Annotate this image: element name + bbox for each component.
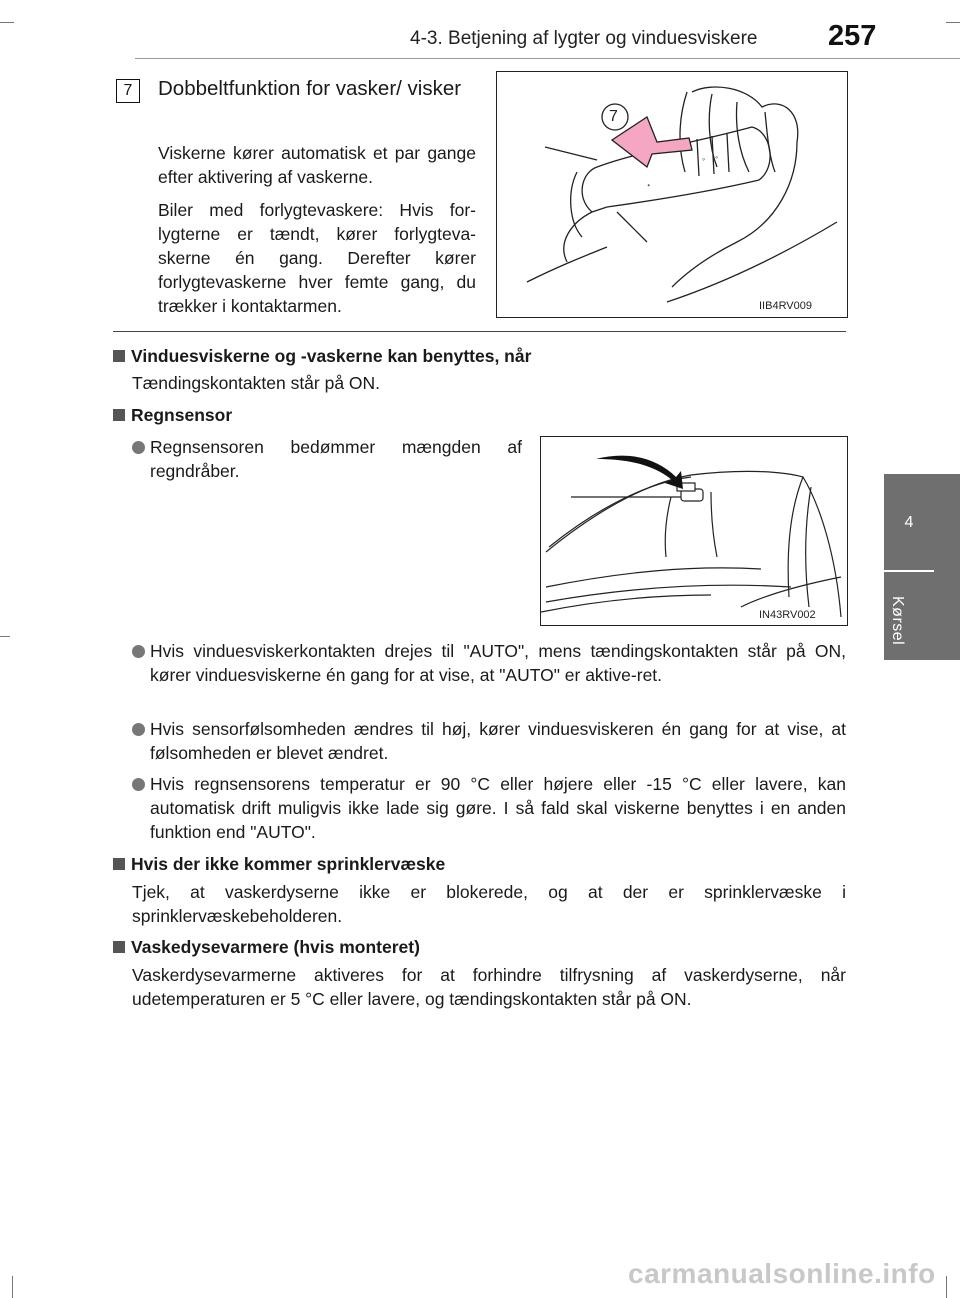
square-bullet-icon — [113, 941, 125, 953]
section-heading: Regnsensor — [113, 403, 232, 427]
square-bullet-icon — [113, 350, 125, 362]
figure-code: IN43RV002 — [759, 609, 816, 621]
rain-sensor-figure — [540, 436, 848, 626]
hand-lever-illustration — [497, 72, 847, 317]
section-heading: Hvis der ikke kommer sprinklervæske — [113, 852, 445, 876]
bullet-text: Hvis regnsensorens temperatur er 90 °C eller højere eller -15 °C eller lavere, kan automatisk drift muligvis ikke lade sig gøre. I så fald skal viskerne benyttes i en anden funktion end "AUTO". — [150, 774, 846, 842]
chapter-name: Kørsel — [889, 596, 906, 646]
section-body: Tjek, at vaskerdyserne ikke er blokerede, og at der er sprinklervæske i sprinklervæskebeholderen. — [132, 882, 846, 926]
svg-text:◦: ◦ — [702, 154, 706, 164]
bullet-dot-icon — [132, 441, 145, 454]
section-body: Vaskerdysevarmerne aktiveres for at forhindre tilfrysning af vaskerdyserne, når udetemperaturen er 5 °C eller lavere, og tændingskontakten står på ON. — [132, 965, 846, 1009]
section-body: Tændingskontakten står på ON. — [132, 373, 381, 393]
section-heading: Vinduesviskerne og -vaskerne kan benyttes, når — [113, 344, 531, 368]
svg-text:ᐩ: ᐩ — [647, 182, 651, 192]
windshield-illustration — [541, 437, 847, 625]
bullet-text: Hvis vinduesviskerkontakten drejes til "AUTO", mens tændingskontakten står på ON, kører vinduesviskerne én gang for at vise, at "AUTO" er aktive-ret. — [150, 641, 846, 685]
wiper-lever-figure — [496, 71, 848, 318]
crop-mark — [12, 1276, 13, 1298]
page-number: 257 — [828, 20, 877, 52]
bullet-text: Regnsensoren bedømmer mængden af regndråber. — [150, 437, 522, 481]
pointer-arrow — [596, 456, 683, 489]
crop-mark — [0, 636, 10, 637]
bullet-dot-icon — [132, 645, 145, 658]
item-number-badge: 7 — [116, 79, 140, 103]
item-title: Dobbeltfunktion for vasker/ visker — [158, 77, 462, 100]
header-rule — [135, 58, 960, 59]
square-bullet-icon — [113, 409, 125, 421]
chapter-tab — [884, 474, 960, 660]
square-bullet-icon — [113, 858, 125, 870]
watermark: carmanualsonline.info — [628, 1258, 936, 1289]
item-paragraph: Viskerne kører automatisk et par gange efter aktivering af vaskerne. — [158, 143, 476, 187]
crop-mark — [0, 22, 14, 23]
crop-mark — [946, 1276, 947, 1298]
figure-callout-label: 7 — [609, 108, 618, 125]
figure-code: IIB4RV009 — [759, 300, 813, 312]
item-paragraph: Biler med forlygtevaskere: Hvis for-lygterne er tændt, kører forlygteva-skerne én gang. Derefter kører forlygtevaskerne hver femte gang, du trækker i kontaktarmen. — [158, 200, 476, 316]
tab-divider — [884, 570, 934, 572]
bullet-text: Hvis sensorfølsomheden ændres til høj, kører vinduesviskeren én gang for at vise, at følsomheden er blevet ændret. — [150, 719, 846, 763]
running-header: 4-3. Betjening af lygter og vinduesviskere — [410, 28, 758, 49]
bullet-dot-icon — [132, 778, 145, 791]
section-divider — [113, 331, 846, 332]
bullet-dot-icon — [132, 723, 145, 736]
crop-mark — [946, 22, 960, 23]
svg-text:◦: ◦ — [715, 152, 719, 162]
section-heading: Vaskedysevarmere (hvis monteret) — [113, 935, 420, 959]
chapter-number: 4 — [904, 514, 914, 531]
